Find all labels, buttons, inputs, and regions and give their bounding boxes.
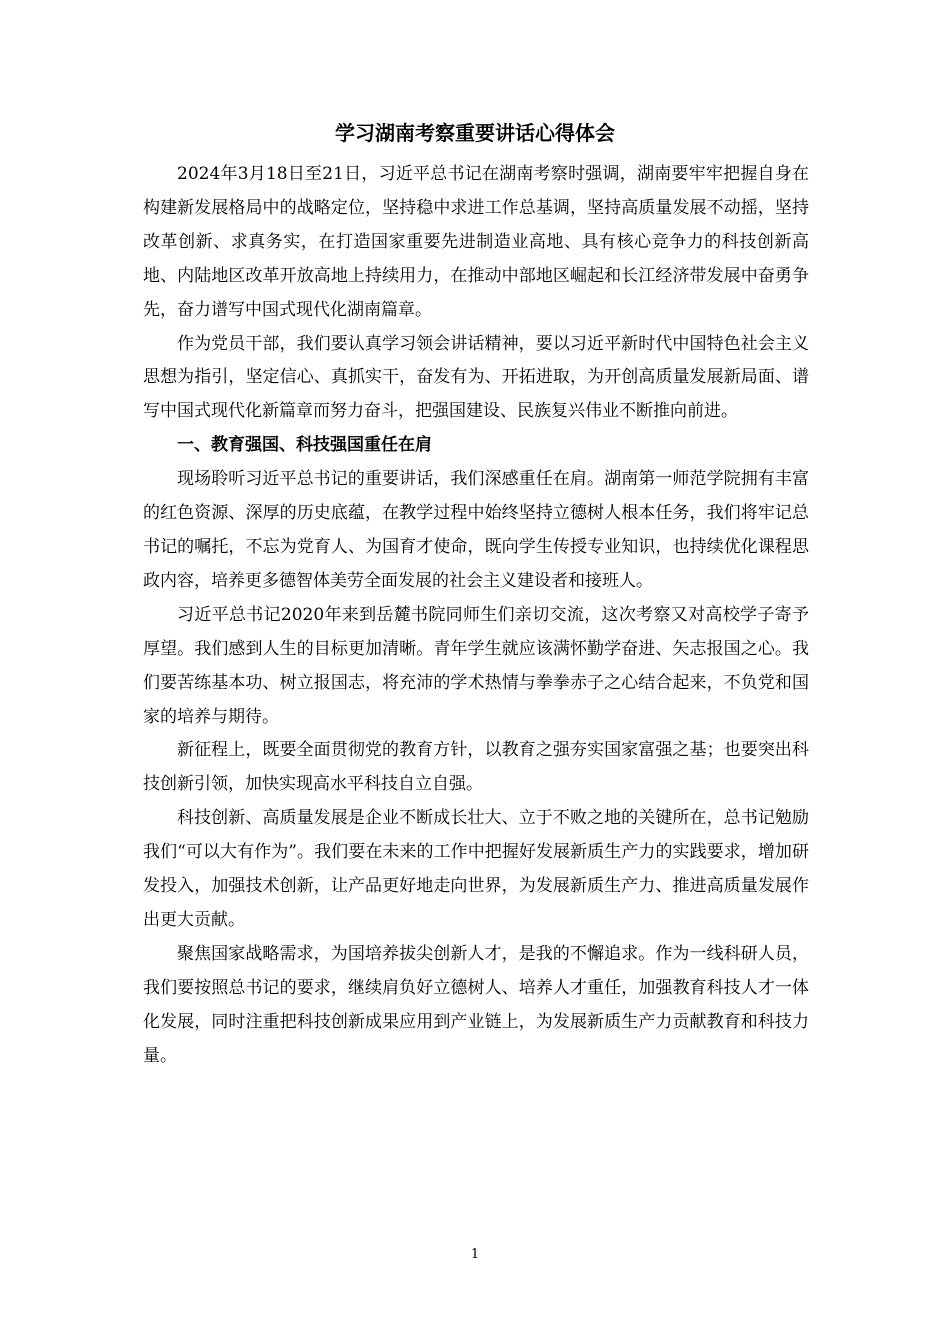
- paragraph-tech-innovation: 科技创新、高质量发展是企业不断成长壮大、立于不败之地的关键所在，总书记勉励我们“可以大有作为”。我们要在未来的工作中把握好发展新质生产力的实践要求，增加研发投入，加强技术创新，让产品更好地走向世界，为发展新质生产力、推进高质量发展作出更大贡献。: [143, 808, 809, 930]
- section-heading-1: 一、教育强国、科技强国重任在肩: [177, 435, 432, 456]
- paragraph-education-mission: 现场聆听习近平总书记的重要讲话，我们深感重任在肩。湖南第一师范学院拥有丰富的红色资源、深厚的历史底蕴，在教学过程中始终坚持立德树人根本任务，我们将牢记总书记的嘱托，不忘为党育人、为国育才使命，既向学生传授专业知识，也持续优化课程思政内容，培养更多德智体美劳全面发展的社会主义建设者和接班人。: [143, 469, 809, 591]
- paragraph-intro: 2024年3月18日至21日，习近平总书记在湖南考察时强调，湖南要牢牢把握自身在构建新发展格局中的战略定位，坚持稳中求进工作总基调，坚持高质量发展不动摇，坚持改革创新、求真务实，在打造国家重要先进制造业高地、具有核心竞争力的科技创新高地、内陆地区改革开放高地上持续用力，在推动中部地区崛起和长江经济带发展中奋勇争先，奋力谱写中国式现代化湖南篇章。: [143, 164, 809, 320]
- paragraph-students: 习近平总书记2020年来到岳麓书院同师生们亲切交流，这次考察又对高校学子寄予厚望。我们感到人生的目标更加清晰。青年学生就应该满怀勤学奋进、矢志报国之心。我们要苦练基本功、树立报国志，将充沛的学术热情与拳拳赤子之心结合起来，不负党和国家的培养与期待。: [143, 604, 809, 727]
- document-title: 学习湖南考察重要讲话心得体会: [335, 121, 615, 145]
- document-body: [143, 158, 809, 1073]
- paragraph-party-cadre: 作为党员干部，我们要认真学习领会讲话精神，要以习近平新时代中国特色社会主义思想为指引，坚定信心、真抓实干，奋发有为、开拓进取，为开创高质量发展新局面、谱写中国式现代化新篇章而努力奋斗，把强国建设、民族复兴伟业不断推向前进。: [143, 333, 809, 422]
- paragraph-talent: 聚焦国家战略需求，为国培养拔尖创新人才，是我的不懈追求。作为一线科研人员，我们要按照总书记的要求，继续肩负好立德树人、培养人才重任，加强教育科技人才一体化发展，同时注重把科技创新成果应用到产业链上，为发展新质生产力贡献教育和科技力量。: [143, 943, 809, 1066]
- paragraph-new-journey: 新征程上，既要全面贯彻党的教育方针，以教育之强夯实国家富强之基；也要突出科技创新引领，加快实现高水平科技自立自强。: [143, 740, 809, 795]
- page-number: 1: [470, 1247, 480, 1262]
